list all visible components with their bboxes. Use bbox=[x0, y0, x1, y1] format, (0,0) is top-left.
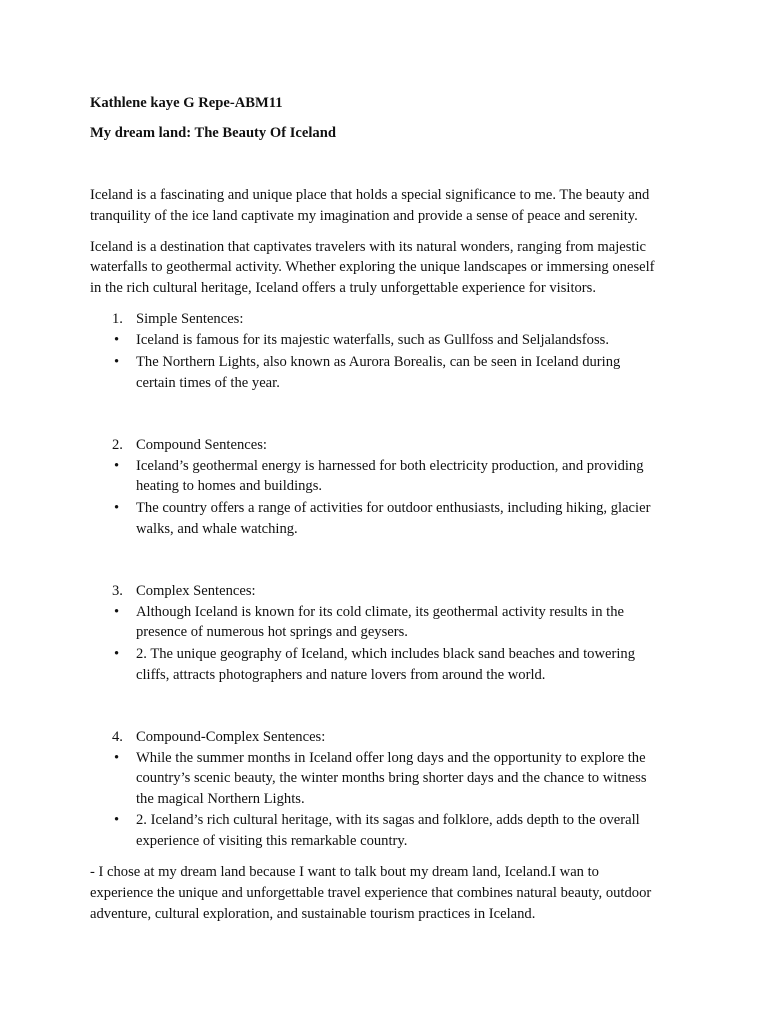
bullet-text: 2. The unique geography of Iceland, which includes black sand beaches and towering bbox=[136, 646, 635, 662]
bullet-text: Iceland’s geothermal energy is harnessed for both electricity production, and providing bbox=[136, 458, 644, 474]
paragraph-line: Iceland is a destination that captivates travelers with its natural wonders, ranging from majestic bbox=[90, 239, 647, 255]
bullet-icon: • bbox=[114, 604, 120, 620]
bullet-text: country’s scenic beauty, the winter months bring shorter days and the chance to witness bbox=[136, 770, 647, 786]
bullet-icon: • bbox=[114, 646, 120, 662]
paragraph-line: - I chose at my dream land because I want to talk bout my dream land, Iceland.I wan to bbox=[90, 864, 599, 880]
paragraph-line: experience the unique and unforgettable travel experience that combines natural beauty, outdoor bbox=[90, 885, 652, 901]
intro-line: Iceland is a fascinating and unique place that holds a special significance to me. The beauty and bbox=[90, 187, 650, 203]
bullet-text: Iceland is famous for its majestic waterfalls, such as Gullfoss and Seljalandsfoss. bbox=[136, 332, 609, 348]
paragraph-line: adventure, cultural exploration, and sustainable tourism practices in Iceland. bbox=[90, 906, 536, 922]
paragraph-line: waterfalls to geothermal activity. Whether exploring the unique landscapes or immersing oneself bbox=[90, 259, 655, 275]
bullet-icon: • bbox=[114, 332, 120, 348]
section-number: 2. bbox=[112, 437, 123, 453]
author-line: Kathlene kaye G Repe-ABM11 bbox=[90, 95, 283, 111]
bullet-text: walks, and whale watching. bbox=[136, 521, 298, 537]
section-number: 1. bbox=[112, 311, 123, 327]
intro-line: tranquility of the ice land captivate my imagination and provide a sense of peace and serenity. bbox=[90, 208, 638, 224]
paragraph-line: in the rich cultural heritage, Iceland offers a truly unforgettable experience for visitors. bbox=[90, 280, 596, 296]
bullet-text: 2. Iceland’s rich cultural heritage, with its sagas and folklore, adds depth to the overall bbox=[136, 812, 640, 828]
bullet-text: experience of visiting this remarkable country. bbox=[136, 833, 408, 849]
bullet-text: The Northern Lights, also known as Aurora Borealis, can be seen in Iceland during bbox=[136, 354, 621, 370]
document-title: My dream land: The Beauty Of Iceland bbox=[90, 125, 336, 141]
bullet-text: Although Iceland is known for its cold climate, its geothermal activity results in the bbox=[136, 604, 624, 620]
bullet-text: presence of numerous hot springs and geysers. bbox=[136, 624, 408, 640]
bullet-text: The country offers a range of activities for outdoor enthusiasts, including hiking, glacier bbox=[136, 500, 651, 516]
section-number: 3. bbox=[112, 583, 123, 599]
section-heading: Simple Sentences: bbox=[136, 311, 244, 327]
section-heading: Complex Sentences: bbox=[136, 583, 256, 599]
bullet-text: certain times of the year. bbox=[136, 375, 280, 391]
bullet-icon: • bbox=[114, 750, 120, 766]
section-heading: Compound-Complex Sentences: bbox=[136, 729, 326, 745]
bullet-icon: • bbox=[114, 812, 120, 828]
bullet-text: the magical Northern Lights. bbox=[136, 791, 305, 807]
bullet-text: cliffs, attracts photographers and nature lovers from around the world. bbox=[136, 667, 546, 683]
bullet-icon: • bbox=[114, 500, 120, 516]
bullet-icon: • bbox=[114, 458, 120, 474]
bullet-text: While the summer months in Iceland offer long days and the opportunity to explore the bbox=[136, 750, 646, 766]
section-heading: Compound Sentences: bbox=[136, 437, 267, 453]
bullet-text: heating to homes and buildings. bbox=[136, 478, 323, 494]
bullet-icon: • bbox=[114, 354, 120, 370]
section-number: 4. bbox=[112, 729, 123, 745]
